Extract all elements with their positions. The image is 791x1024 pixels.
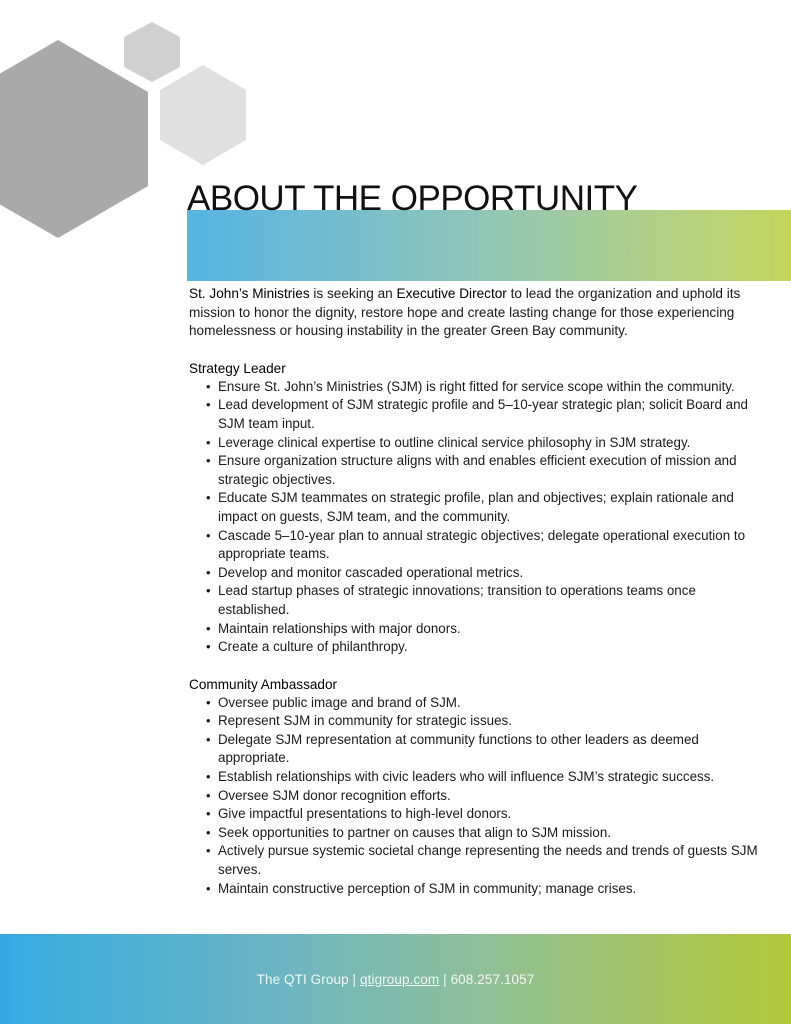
- footer-company: The QTI Group: [256, 971, 349, 987]
- list-item: • Lead development of SJM strategic profile and 5–10-year strategic plan; solicit Board and SJM team input.: [206, 396, 764, 433]
- medium-hexagon-right: [160, 65, 246, 165]
- list-item: • Delegate SJM representation at community functions to other leaders as deemed appropriate.: [206, 731, 764, 768]
- intro-text-1: is seeking an: [309, 286, 397, 301]
- list-item: • Seek opportunities to partner on causes that align to SJM mission.: [206, 824, 764, 843]
- list-item: • Establish relationships with civic leaders who will influence SJM’s strategic success.: [206, 768, 764, 787]
- intro-paragraph: [189, 285, 764, 341]
- list-item: • Ensure organization structure aligns with and enables efficient execution of mission and strategic objectives.: [206, 452, 764, 489]
- list-item: • Cascade 5–10-year plan to annual strategic objectives; delegate operational execution to appropriate teams.: [206, 527, 764, 564]
- list-item: • Ensure St. John’s Ministries (SJM) is right fitted for service scope within the community.: [206, 378, 764, 397]
- section-heading: Strategy Leader: [189, 360, 286, 376]
- bullet-list: [189, 378, 764, 657]
- footer-contact: [257, 972, 535, 987]
- footer-website-link[interactable]: qtigroup.com: [360, 971, 440, 987]
- list-item: • Maintain constructive perception of SJM in community; manage crises.: [206, 880, 764, 899]
- list-item: • Educate SJM teammates on strategic profile, plan and objectives; explain rationale and impact on guests, SJM team, and the community.: [206, 489, 764, 526]
- section-heading: Community Ambassador: [189, 676, 338, 692]
- large-hexagon: [0, 40, 148, 238]
- list-item: • Lead startup phases of strategic innovations; transition to operations teams once established.: [206, 582, 764, 619]
- list-item: • Create a culture of philanthropy.: [206, 638, 764, 657]
- footer-phone: 608.257.1057: [450, 971, 535, 987]
- main-content: [189, 285, 764, 898]
- intro-text-2: to lead the organization and uphold its mission to honor the dignity, restore hope and create lasting change for those experiencing homelessness or housing instability in the greater Green Bay community.: [189, 286, 741, 339]
- small-hexagon-top: [124, 22, 180, 82]
- list-item: • Represent SJM in community for strategic issues.: [206, 712, 764, 731]
- section-strategy-leader: [189, 359, 764, 657]
- bullet-list: [189, 694, 764, 899]
- list-item: • Actively pursue systemic societal change representing the needs and trends of guests SJM serves.: [206, 842, 764, 879]
- list-item: • Oversee public image and brand of SJM.: [206, 694, 764, 713]
- footer-bar: [0, 934, 791, 1024]
- list-item: • Oversee SJM donor recognition efforts.: [206, 787, 764, 806]
- section-community-ambassador: [189, 675, 764, 899]
- title-gradient-band: [187, 210, 791, 281]
- page-title: ABOUT THE OPPORTUNITY: [187, 179, 638, 218]
- list-item: • Develop and monitor cascaded operational metrics.: [206, 564, 764, 583]
- footer-separator: |: [439, 971, 451, 987]
- list-item: • Maintain relationships with major donors.: [206, 620, 764, 639]
- list-item: • Leverage clinical expertise to outline clinical service philosophy in SJM strategy.: [206, 434, 764, 453]
- org-name: St. John’s Ministries: [189, 286, 310, 301]
- footer-separator: |: [348, 971, 361, 987]
- role-name: Executive Director: [396, 286, 507, 301]
- list-item: • Give impactful presentations to high-level donors.: [206, 805, 764, 824]
